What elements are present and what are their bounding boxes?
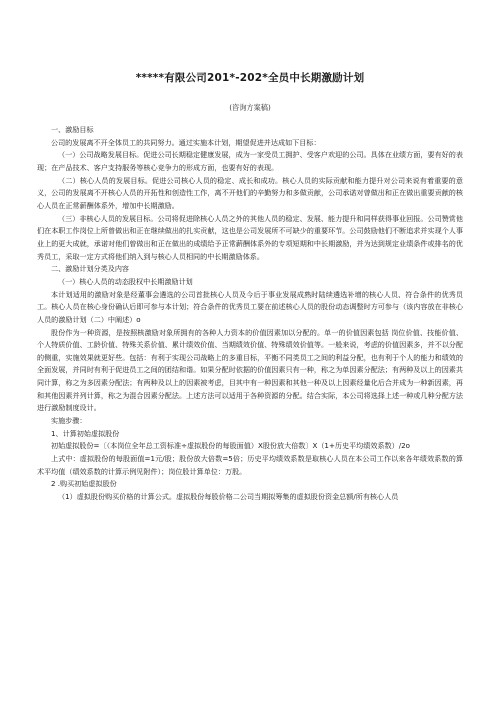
paragraph: （1）虚拟股份购买价格的计算公式。虚拟股份每股价格二公司当期拟筹集的虚拟股份资金总额/所有核心人员 bbox=[58, 492, 399, 502]
paragraph: （三）非核心人员的发展目标。公司将促进除核心人员之外的其他人员的稳定、发展、能力提升和同样获得事业回报。公司赞赏他们在本职工作岗位上所曾做出和正在继续做出的扎实贡献，这也是公司发展所不可缺少的重要环节。公司鼓励他们不断追求并实现个人事业上的更大成就，承诺对他们曾做出和正在做出的成绩给予正常薪酬体系外的专项短期和中长期激励，并为达到规定业绩条件或排名的优秀员工，采取一定方式将他们纳入到与核心人员相同的中长期激励体系。 bbox=[37, 213, 463, 261]
paragraph: 二、激励计划分类及内容 bbox=[51, 264, 130, 274]
paragraph: 初始虚拟股份=〔（本岗位全年总工资标准÷虚拟股份的每股面值）X股份放大倍数〕X（1+历史平均绩效系数）/2o bbox=[51, 441, 410, 451]
paragraph: 上式中：虚拟股份的每股面值=1元/股；股份放大倍数=5倍；历史平均绩效系数是取核心人员在本公司工作以来各年绩效系数的算术平均值（绩效系数的计算示例见附件）；岗位股计算单位：万股。 bbox=[37, 454, 463, 476]
paragraph: 一、激励目标 bbox=[51, 125, 94, 134]
paragraph: 2 .购买初始虚拟股份 bbox=[51, 479, 117, 489]
paragraph: 公司的发展离不开全体员工的共同努力。通过实施本计划，期望促进并达成如下目标： bbox=[51, 137, 321, 147]
paragraph: （二）核心人员的发展目标。促进公司核心人员的稳定、成长和成功。核心人员的实际贡献和能力提升对公司来说有着重要的意义，公司的发展离不开核心人员的开拓性和创造性工作，离不开他们的辛勤努力和多做贡献，公司承诺对曾做出和正在做出重要贡献的核心人员在正常薪酬体系外，增加中长期激励。 bbox=[37, 175, 463, 210]
paragraph: 1、计算初始虚拟股份 bbox=[51, 428, 120, 438]
document-title: *****有限公司201*-202*全员中长期激励计划 bbox=[135, 72, 365, 84]
document-subtitle: (咨询方案稿) bbox=[229, 103, 271, 112]
paragraph: （一）核心人员的动态股权中长期激励计划 bbox=[58, 276, 193, 286]
paragraph: 实施步骤： bbox=[51, 416, 87, 426]
paragraph: 本计划适用的激励对象是经董事会遴选的公司首批核心人员及今后于事业发展成熟时陆续遴选补增的核心人员、符合条件的优秀员工。核心人员在核心身份确认后即可参与本计划；符合条件的优秀员工要在前述核心人员的股份动态调整时方可参与（该内容放在非核心人员的激励计划（二）中阐述）o bbox=[37, 289, 463, 324]
document-body bbox=[37, 124, 463, 504]
paragraph: 股份作为一种资源，是按照核激励对象所拥有的各种人力资本的价值因素加以分配的。单一的价值因素包括 岗位价值、技能价值、个人特质价值、工龄价值、特殊关系价值、累计绩效价值、当期绩效价值、特殊绩效价值等。一般来说，考虑的价值因素多，并不以分配的侧重，实施效果就更好些。包括：有利于实现公司战略上的多重目标，平衡不同类员工之间的利益分配，也有利于个人的能力和绩效的全面发展，并同时有利于促进员工之间的团结和谐。如果分配时依据的价值因素只有一种，称之为单因素分配法；有两种及以上的因素共同计算，称之为多因素分配法；有两种及以上的因素被考虑，目其中有一种因素和其他一种及以上因素经量化后合并成为一种新因素，再和其他因素并列计算，称之为混合因素分配法。上述方法可以适用于各种资源的分配。结合实际，本公司将选择上述一种或几种分配方法进行激励制度设计。 bbox=[37, 327, 463, 413]
paragraph: （一）公司战略发展目标。促进公司长期稳定健康发展，成为一家受员工拥护、受客户欢迎的公司。具体在业绩方面，要有好的表现；在产品技术、客户支持服务等核心竞争力的形成方面，也要有好的表现。 bbox=[37, 150, 463, 172]
